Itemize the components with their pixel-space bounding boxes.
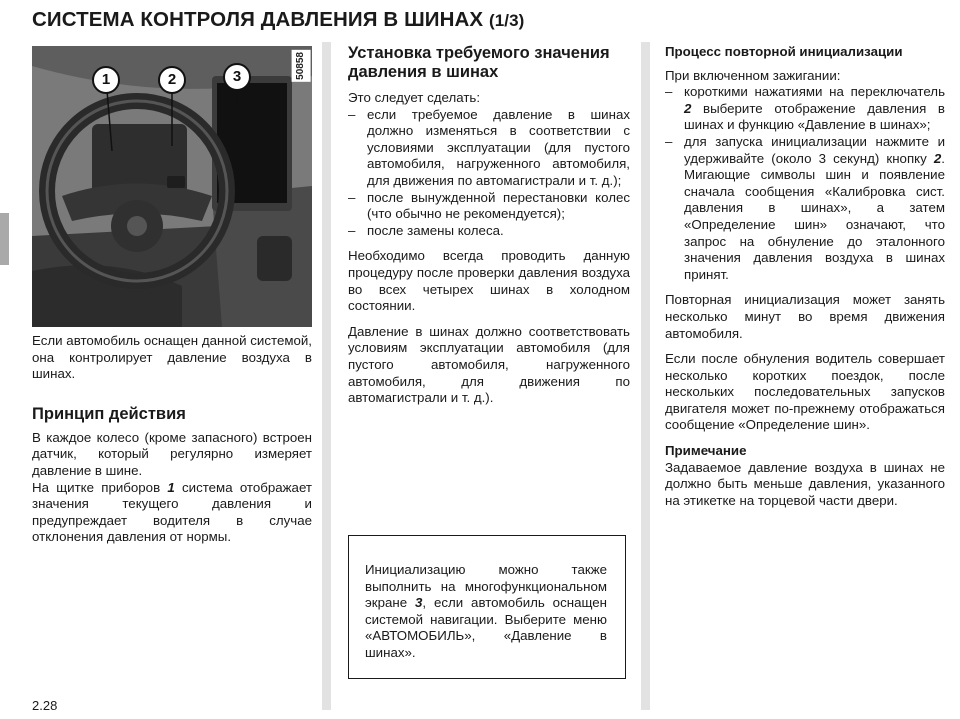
page-title bbox=[32, 8, 524, 32]
list-item: – после замены колеса. bbox=[348, 223, 630, 240]
reinit-list bbox=[665, 84, 945, 283]
setting-heading: Установка требуемого значения давления в шинах bbox=[348, 44, 610, 81]
p2-text-a: На щитке приборов bbox=[32, 479, 168, 495]
operation-paragraph-1: В каждое колесо (кроме запасного) встроен датчик, который регулярно измеряет давление в шине. bbox=[32, 429, 312, 478]
section-tab-marker bbox=[0, 213, 9, 265]
note-heading: Примечание bbox=[665, 443, 747, 459]
item2-text-b: . Мигающие символы шин и появление сначала сообщения «Калибровка сист. давления в шинах», а затем «Определение шин» означают, что запрос на обнуление до эталонного значения давления воздуха в шинах принят. bbox=[684, 150, 945, 282]
column-3 bbox=[665, 44, 945, 509]
column-2 bbox=[348, 44, 630, 407]
setting-paragraph-1: Необходимо всегда проводить данную процедуру после проверки давления воздуха во всех четырех шинах в холодном состоянии. bbox=[348, 248, 630, 314]
column-gutter-left bbox=[322, 42, 331, 710]
ref-2: 2 bbox=[933, 150, 942, 166]
reinit-lead: При включенном зажигании: bbox=[665, 67, 841, 83]
p2-text-b: система отображает значения текущего давления и предупреждает водителя в случае отклонения давления от нормы. bbox=[32, 479, 312, 545]
column-gutter-right bbox=[641, 42, 650, 710]
setting-lead: Это следует сделать: bbox=[348, 90, 481, 105]
ref-2: 2 bbox=[684, 100, 692, 116]
item1-text-b: выберите отображение давления в шинах и функцию «Давление в шинах»; bbox=[684, 100, 945, 133]
reinit-heading: Процесс повторной инициализации bbox=[665, 44, 903, 59]
operation-paragraph-2 bbox=[32, 480, 312, 546]
setting-paragraph-2: Давление в шинах должно соответствовать условиям эксплуатации автомобиля (для пустого автомобиля, нагруженного автомобиля, для движения по автомагистрали и т. д.). bbox=[348, 323, 630, 406]
ref-3: 3 bbox=[415, 595, 423, 611]
list-item: – после вынужденной перестановки колес (что обычно не рекомендуется); bbox=[348, 190, 630, 223]
list-item: – если требуемое давление в шинах должно изменяться в соответствии с условиями эксплуатации (для пустого автомобиля, нагруженного автомобиля, для движения по автомагистрали и т. д.); bbox=[348, 107, 630, 190]
navigation-note-box bbox=[348, 535, 626, 679]
callout-2-steering-switch: 2 bbox=[158, 66, 186, 94]
page-number: 2.28 bbox=[32, 698, 58, 713]
title-text: СИСТЕМА КОНТРОЛЯ ДАВЛЕНИЯ В ШИНАХ bbox=[32, 8, 484, 31]
reinit-paragraph-1: Повторная инициализация может занять несколько минут во время движения автомобиля. bbox=[665, 292, 945, 341]
figure-code: 50858 bbox=[292, 50, 311, 82]
setting-list bbox=[348, 107, 630, 240]
intro-paragraph: Если автомобиль оснащен данной системой, она контролирует давление воздуха в шинах. bbox=[32, 333, 312, 382]
item2-text-a: для запуска инициализации нажмите и удерживайте (около 3 секунд) кнопку bbox=[684, 133, 945, 166]
list-item bbox=[665, 84, 945, 134]
operation-heading: Принцип действия bbox=[32, 404, 186, 423]
note-text: Задаваемое давление воздуха в шинах не должно быть меньше давления, указанного на этикетке на торцевой части двери. bbox=[665, 459, 945, 508]
item1-text-a: короткими нажатиями на переключатель bbox=[684, 84, 945, 100]
note-box-text-a: Инициализацию можно также выполнить на многофункциональном экране bbox=[365, 562, 607, 611]
callout-3-multimedia-screen: 3 bbox=[223, 63, 251, 91]
reinit-paragraph-2: Если после обнуления водитель совершает несколько коротких поездок, после нескольких последовательных запусков двигателя может по-прежнему отображаться сообщение «Определение шин». bbox=[665, 351, 945, 433]
note-box-text-b: , если автомобиль оснащен системой навигации. Выберите меню «АВТОМОБИЛЬ», «Давление в шинах». bbox=[365, 595, 607, 660]
callout-1-instrument-cluster: 1 bbox=[92, 66, 120, 94]
ref-1: 1 bbox=[167, 479, 175, 495]
title-part: (1/3) bbox=[488, 11, 525, 30]
column-1 bbox=[32, 46, 312, 546]
list-item bbox=[665, 134, 945, 283]
dashboard-illustration bbox=[32, 46, 312, 327]
